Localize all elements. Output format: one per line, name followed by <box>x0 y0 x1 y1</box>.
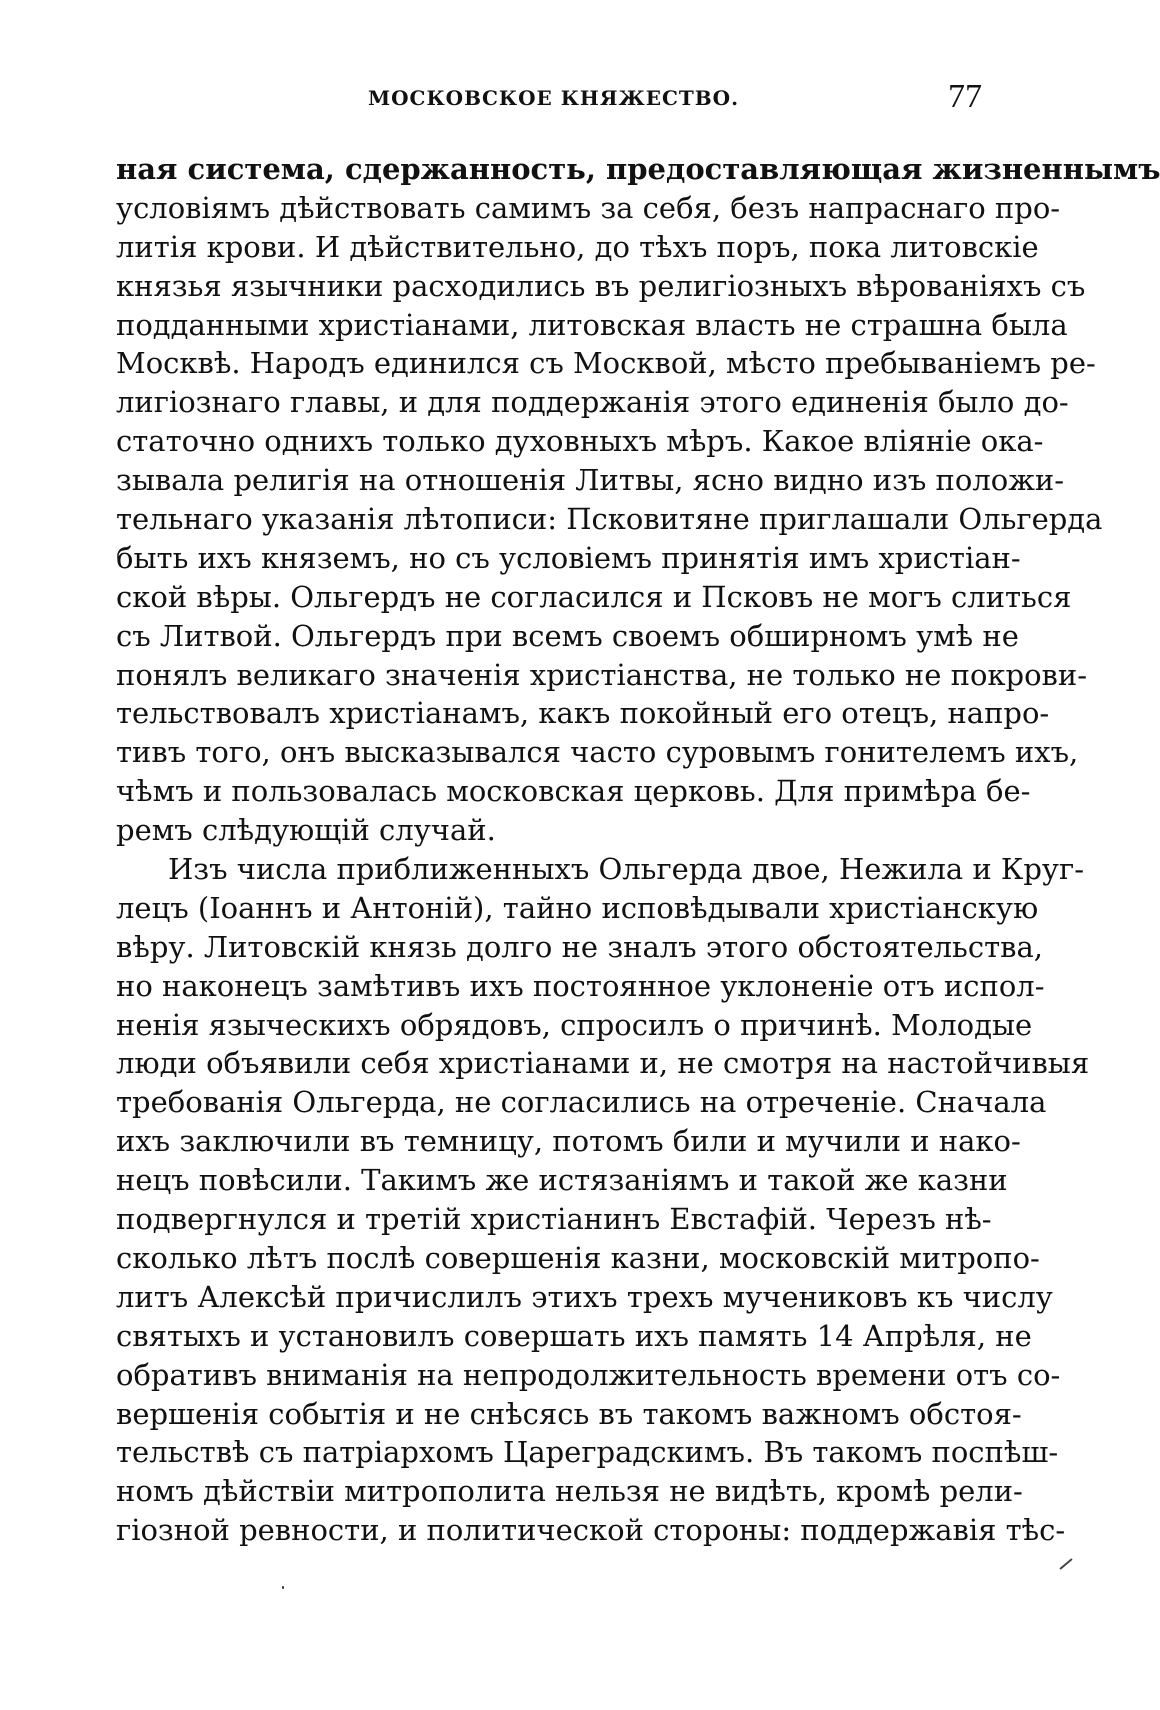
text-line: тивъ того, онъ высказывался часто суровымъ гонителемъ ихъ, <box>116 735 1079 770</box>
paragraph-2 <box>116 850 1090 1550</box>
text-line: литія крови. И дѣйствительно, до тѣхъ поръ, пока литовскіе <box>116 229 1039 264</box>
paragraph-1 <box>116 150 1160 850</box>
text-line: но наконецъ замѣтивъ ихъ постоянное уклоненіе отъ испол- <box>116 968 1045 1003</box>
text-line: условіямъ дѣйствовать самимъ за себя, безъ напраснаго про- <box>116 190 1061 225</box>
text-line: съ Литвой. Ольгердъ при всемъ своемъ обширномъ умѣ не <box>116 618 1019 653</box>
text-line: ремъ слѣдующій случай. <box>116 813 496 848</box>
text-line: святыхъ и установилъ совершать ихъ память 14 Апрѣля, не <box>116 1318 1032 1353</box>
text-line: тельнаго указанія лѣтописи: Псковитяне приглашали Ольгерда <box>116 502 1103 537</box>
text-line: тельствѣ съ патріархомъ Цареградскимъ. Въ такомъ поспѣш- <box>116 1435 1059 1470</box>
text-line: люди объявили себя христіанами и, не смотря на настойчивыя <box>116 1046 1090 1081</box>
text-line: Москвѣ. Народъ единился съ Москвой, мѣсто пребываніемъ ре- <box>116 346 1096 381</box>
running-title: МОСКОВСКОЕ КНЯЖЕСТВО. <box>368 86 740 110</box>
body-text <box>116 150 1160 1550</box>
text-line: литъ Алексѣй причислилъ этихъ трехъ мучениковъ къ числу <box>116 1279 1053 1314</box>
text-line: вершенія событія и не снѣсясь въ такомъ важномъ обстоя- <box>116 1396 1022 1431</box>
text-line: сколько лѣтъ послѣ совершенія казни, московскій митропо- <box>116 1240 1040 1275</box>
page-header <box>116 78 986 118</box>
text-line: ской вѣры. Ольгердъ не согласился и Псковъ не могъ слиться <box>116 579 1072 614</box>
text-line: понялъ великаго значенія христіанства, не только не покрови- <box>116 657 1088 692</box>
text-line: ная система, сдержанность, предоставляющая жизненнымъ <box>116 152 1160 186</box>
text-line: подданными христіанами, литовская власть не страшна была <box>116 307 1068 342</box>
text-line: князья язычники расходились въ религіозныхъ вѣрованіяхъ съ <box>116 268 1086 303</box>
text-line: вѣру. Литовскій князь долго не зналъ этого обстоятельства, <box>116 929 1043 964</box>
text-line: тельствовалъ христіанамъ, какъ покойный его отецъ, напро- <box>116 696 1050 731</box>
text-line: обративъ вниманія на непродолжительность времени отъ со- <box>116 1357 1061 1392</box>
text-line: Изъ числа приближенныхъ Ольгерда двое, Нежила и Круг- <box>168 852 1084 887</box>
text-line: чѣмъ и пользовалась московская церковь. Для примѣра бе- <box>116 774 1031 809</box>
text-line: нецъ повѣсили. Такимъ же истязаніямъ и такой же казни <box>116 1163 1008 1198</box>
text-line: статочно однихъ только духовныхъ мѣръ. Какое вліяніе ока- <box>116 424 1044 459</box>
text-line: подвергнулся и третій христіанинъ Евстафій. Черезъ нѣ- <box>116 1202 992 1237</box>
page-number: 77 <box>948 78 982 115</box>
text-line: зывала религія на отношенія Литвы, ясно видно изъ положи- <box>116 463 1065 498</box>
text-line: ихъ заключили въ темницу, потомъ били и мучили и нако- <box>116 1124 1021 1159</box>
text-line: гіозной ревности, и политической стороны: поддержавія тѣс- <box>116 1513 1066 1548</box>
text-line: требованія Ольгерда, не согласились на отреченіе. Сначала <box>116 1085 1047 1120</box>
text-line: номъ дѣйствіи митрополита нельзя не видѣть, кромѣ рели- <box>116 1474 1023 1509</box>
ink-mark <box>1059 1558 1073 1570</box>
text-line: быть ихъ княземъ, но съ условіемъ принятія имъ христіан- <box>116 540 1021 575</box>
text-line: ненія языческихъ обрядовъ, спросилъ о причинѣ. Молодые <box>116 1007 1033 1042</box>
text-line: лигіознаго главы, и для поддержанія этого единенія было до- <box>116 385 1069 420</box>
ink-speck <box>282 1586 284 1589</box>
text-line: лецъ (Іоаннъ и Антоній), тайно исповѣдывали христіанскую <box>116 890 1039 925</box>
